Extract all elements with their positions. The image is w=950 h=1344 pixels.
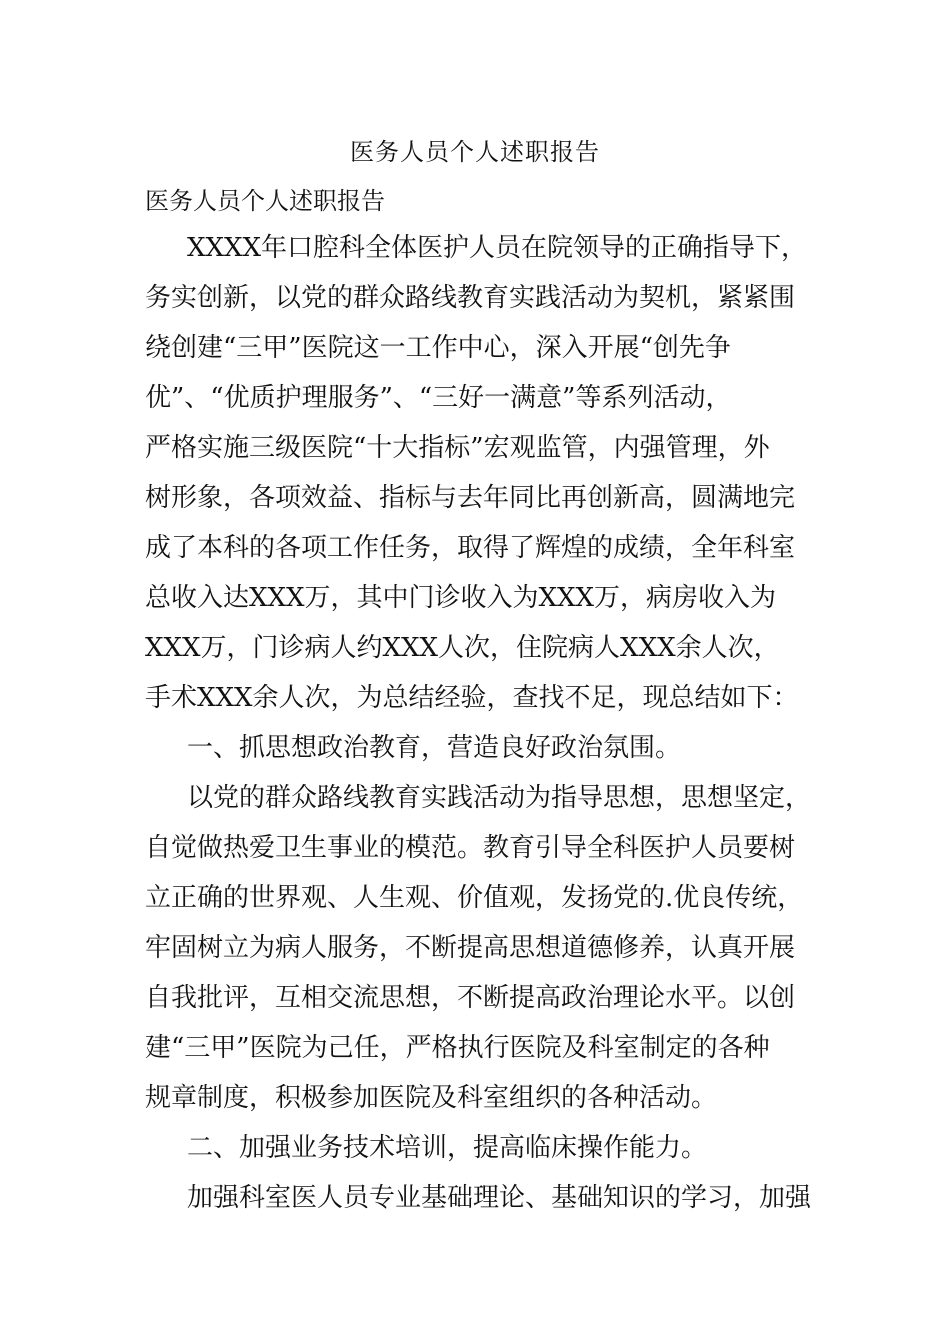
paragraph-line: 树形象，各项效益、指标与去年同比再创新高，圆满地完 — [145, 483, 796, 513]
section-heading: 一、抓思想政治教育，营造良好政治氛围。 — [187, 733, 682, 763]
paragraph-line: 手术XXX余人次，为总结经验，查找不足，现总结如下： — [145, 683, 799, 713]
paragraph-line: 成了本科的各项工作任务，取得了辉煌的成绩，全年科室 — [145, 533, 796, 563]
paragraph-line: 规章制度，积极参加医院及科室组织的各种活动。 — [145, 1083, 718, 1113]
paragraph-line: 以党的群众路线教育实践活动为指导思想，思想坚定， — [187, 783, 812, 813]
paragraph-line: 自我批评，互相交流思想，不断提高政治理论水平。以创 — [145, 983, 796, 1013]
paragraph-line: 建“三甲”医院为己任，严格执行医院及科室制定的各种 — [145, 1033, 770, 1063]
paragraph-line: 立正确的世界观、人生观、价值观，发扬党的.优良传统， — [145, 883, 804, 913]
paragraph-line: 加强科室医人员专业基础理论、基础知识的学习，加强 — [187, 1183, 812, 1213]
document-subtitle: 医务人员个人述职报告 — [145, 187, 385, 215]
paragraph-line: 绕创建“三甲”医院这一工作中心，深入开展“创先争 — [145, 333, 731, 363]
paragraph-line: 总收入达XXX万，其中门诊收入为XXX万，病房收入为 — [145, 583, 777, 613]
paragraph-line: XXXX年口腔科全体医护人员在院领导的正确指导下， — [187, 233, 808, 263]
paragraph-line: 严格实施三级医院“十大指标”宏观监管，内强管理，外 — [145, 433, 770, 463]
document-title: 医务人员个人述职报告 — [350, 138, 600, 166]
paragraph-line: 优”、“优质护理服务”、“三好一满意”等系列活动， — [145, 383, 732, 413]
paragraph-line: 务实创新，以党的群众路线教育实践活动为契机，紧紧围 — [145, 283, 796, 313]
paragraph-line: XXX万，门诊病人约XXX人次，住院病人XXX余人次， — [145, 633, 780, 663]
paragraph-line: 自觉做热爱卫生事业的模范。教育引导全科医护人员要树 — [145, 833, 796, 863]
paragraph-line: 牢固树立为病人服务，不断提高思想道德修养，认真开展 — [145, 933, 796, 963]
section-heading: 二、加强业务技术培训，提高临床操作能力。 — [187, 1133, 708, 1163]
